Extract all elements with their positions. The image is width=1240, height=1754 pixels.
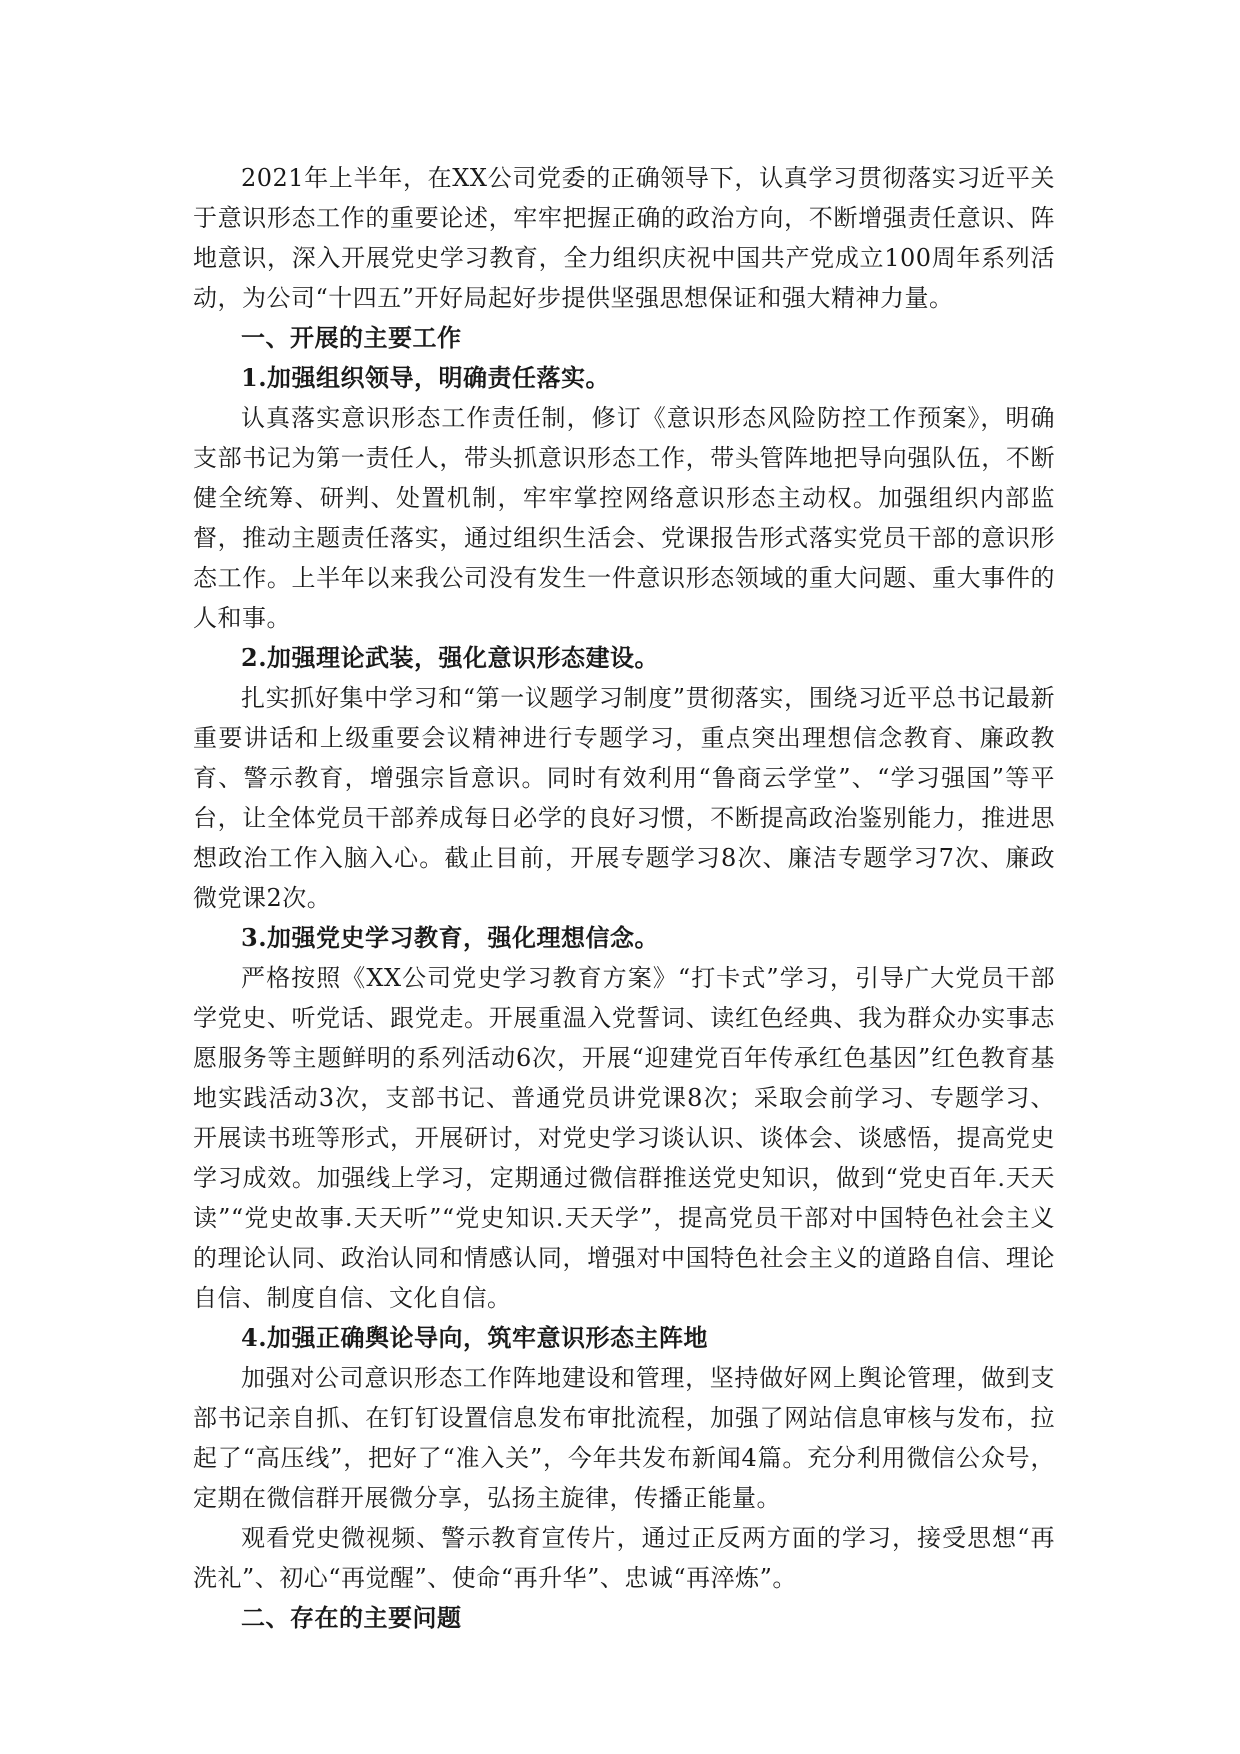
item-1-heading: 1.加强组织领导，明确责任落实。 [241, 363, 611, 392]
item-2-body: 扎实抓好集中学习和“第一议题学习制度”贯彻落实，围绕习近平总书记最新重要讲话和上级重要会议精神进行专题学习，重点突出理想信念教育、廉政教育、警示教育，增强宗旨意识。同时有效利用“鲁商云学堂”、“学习强国”等平台，让全体党员干部养成每日必学的良好习惯，不断提高政治鉴别能力，推进思想政治工作入脑入心。截止目前，开展专题学习8次、廉洁专题学习7次、廉政微党课2次。 [193, 684, 1055, 912]
section-1-title: 一、开展的主要工作 [241, 323, 462, 352]
section-1-closing-paragraph: 观看党史微视频、警示教育宣传片，通过正反两方面的学习，接受思想“再洗礼”、初心“再觉醒”、使命“再升华”、忠诚“再淬炼”。 [193, 1524, 1055, 1592]
document-page [193, 158, 1055, 1638]
item-4-heading: 4.加强正确舆论导向，筑牢意识形态主阵地 [241, 1323, 709, 1352]
item-1-body: 认真落实意识形态工作责任制，修订《意识形态风险防控工作预案》，明确支部书记为第一责任人，带头抓意识形态工作，带头管阵地把导向强队伍，不断健全统筹、研判、处置机制，牢牢掌控网络意识形态主动权。加强组织内部监督，推动主题责任落实，通过组织生活会、党课报告形式落实党员干部的意识形态工作。上半年以来我公司没有发生一件意识形态领域的重大问题、重大事件的人和事。 [193, 404, 1055, 632]
intro-paragraph: 2021年上半年，在XX公司党委的正确领导下，认真学习贯彻落实习近平关于意识形态工作的重要论述，牢牢把握正确的政治方向，不断增强责任意识、阵地意识，深入开展党史学习教育，全力组织庆祝中国共产党成立100周年系列活动，为公司“十四五”开好局起好步提供坚强思想保证和强大精神力量。 [193, 164, 1055, 312]
section-2-title: 二、存在的主要问题 [241, 1603, 462, 1632]
item-3-body: 严格按照《XX公司党史学习教育方案》“打卡式”学习，引导广大党员干部学党史、听党话、跟党走。开展重温入党誓词、读红色经典、我为群众办实事志愿服务等主题鲜明的系列活动6次，开展“迎建党百年传承红色基因”红色教育基地实践活动3次，支部书记、普通党员讲党课8次；采取会前学习、专题学习、开展读书班等形式，开展研讨，对党史学习谈认识、谈体会、谈感悟，提高党史学习成效。加强线上学习，定期通过微信群推送党史知识，做到“党史百年.天天读”“党史故事.天天听”“党史知识.天天学”，提高党员干部对中国特色社会主义的理论认同、政治认同和情感认同，增强对中国特色社会主义的道路自信、理论自信、制度自信、文化自信。 [193, 964, 1055, 1312]
item-3-heading: 3.加强党史学习教育，强化理想信念。 [241, 923, 660, 952]
item-2-heading: 2.加强理论武装，强化意识形态建设。 [241, 643, 660, 672]
item-4-body: 加强对公司意识形态工作阵地建设和管理，坚持做好网上舆论管理，做到支部书记亲自抓、在钉钉设置信息发布审批流程，加强了网站信息审核与发布，拉起了“高压线”，把好了“准入关”，今年共发布新闻4篇。充分利用微信公众号，定期在微信群开展微分享，弘扬主旋律，传播正能量。 [193, 1364, 1055, 1512]
